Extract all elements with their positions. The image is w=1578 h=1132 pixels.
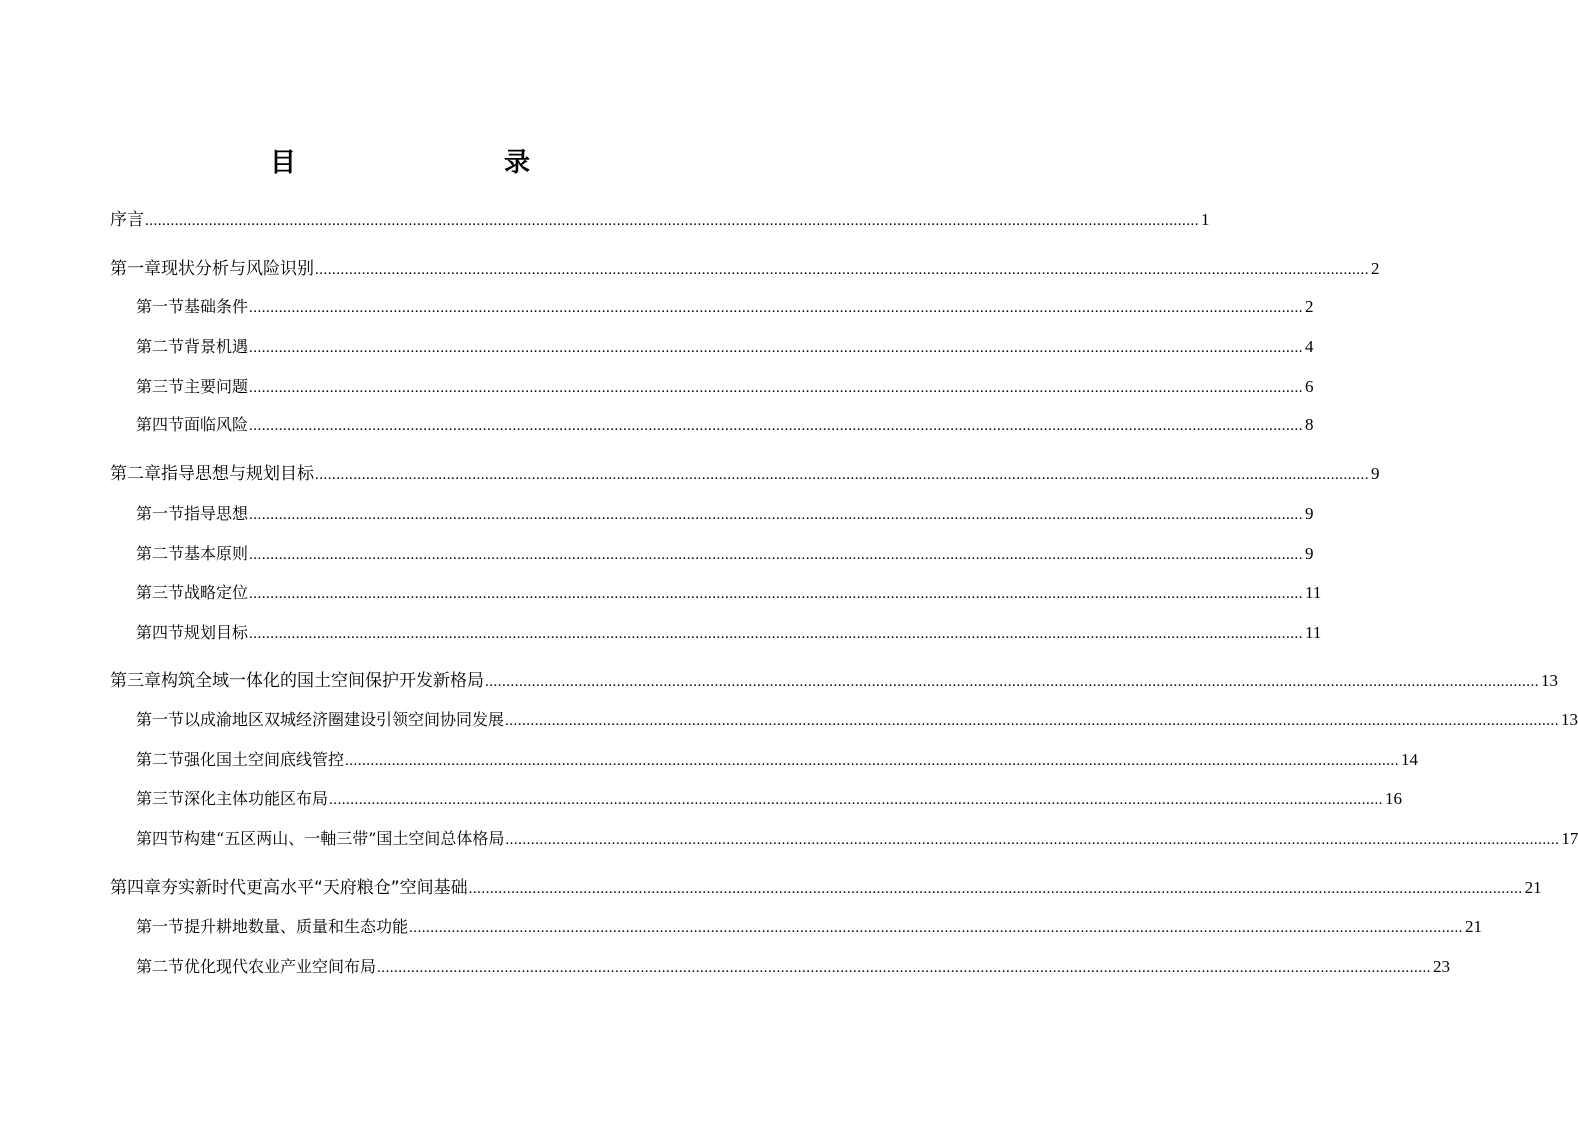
toc-page-number: 21 [1465,917,1483,936]
toc-entry-number: 第四节 [136,829,185,848]
toc-entry-title: 以成渝地区双城经济圈建设引领空间协同发展 [184,710,505,729]
toc-entry-title: 深化主体功能区布局 [184,789,329,808]
toc-entry-title: 构筑全域一体化的国土空间保护开发新格局 [161,671,484,691]
toc-entry-title: 规划目标 [184,623,249,642]
toc-entry-title: 指导思想 [184,504,249,523]
toc-dot-leader: ........................................................................................................................................................................................................................................................ [329,792,1384,808]
toc-dot-leader: ........................................................................................................................................................................................................................................................ [505,832,1560,848]
toc-section-entry[interactable] [136,619,1322,647]
toc-section-entry[interactable] [136,333,1314,361]
toc-section-entry[interactable] [136,706,1578,734]
toc-entry-number: 第一章 [110,259,161,279]
toc-entry-title: 优化现代农业产业空间布局 [184,957,377,976]
toc-dot-leader: ........................................................................................................................................................................................................................................................ [249,507,1304,523]
toc-page-number: 13 [1541,671,1558,690]
toc-entry-title: 基础条件 [184,297,249,316]
toc-entry-number: 第三节 [136,377,185,396]
toc-entry-number: 第三节 [136,789,185,808]
toc-dot-leader: ........................................................................................................................................................................................................................................................ [249,547,1304,563]
toc-section-entry[interactable] [136,293,1314,321]
toc-entry-title: 面临风险 [184,415,249,434]
toc-dot-leader: ........................................................................................................................................................................................................................................................ [409,920,1464,936]
toc-chapter-entry[interactable] [110,874,1542,902]
toc-entry-title: 序言 [110,210,144,230]
page-title: 目 录 [269,148,582,178]
toc-entry-title: 构建“五区两山、一軸三带”国土空间总体格局 [184,829,505,848]
toc-dot-leader: ........................................................................................................................................................................................................................................................ [145,213,1199,229]
toc-dot-leader: ........................................................................................................................................................................................................................................................ [249,586,1304,602]
toc-section-entry[interactable] [136,825,1578,853]
toc-dot-leader: ........................................................................................................................................................................................................................................................ [377,960,1432,976]
toc-section-entry[interactable] [136,500,1314,528]
toc-chapter-entry[interactable] [110,667,1558,695]
toc-page-number: 14 [1401,750,1419,769]
toc-page-number: 13 [1561,710,1578,729]
toc-page-number: 1 [1201,210,1210,229]
toc-entry-title: 背景机遇 [184,337,249,356]
toc-section-entry[interactable] [136,373,1314,401]
toc-page-number: 11 [1305,623,1322,642]
toc-section-entry[interactable] [136,785,1403,813]
toc-entry-number: 第四节 [136,623,185,642]
toc-dot-leader: ........................................................................................................................................................................................................................................................ [345,753,1400,769]
toc-dot-leader: ........................................................................................................................................................................................................................................................ [249,340,1304,356]
toc-page-number: 9 [1305,544,1314,563]
toc-page-number: 6 [1305,377,1314,396]
toc-entry-title: 现状分析与风险识别 [161,259,314,279]
toc-entry-title: 战略定位 [184,583,249,602]
toc-section-entry[interactable] [136,953,1451,981]
toc-entry-title: 基本原则 [184,544,249,563]
toc-dot-leader: ........................................................................................................................................................................................................................................................ [485,674,1539,690]
toc-entry-title: 强化国土空间底线管控 [184,750,345,769]
toc-entry-title: 指导思想与规划目标 [161,464,314,484]
toc-dot-leader: ........................................................................................................................................................................................................................................................ [249,626,1304,642]
toc-page-number: 23 [1433,957,1451,976]
toc-entry-number: 第二节 [136,957,185,976]
toc-section-entry[interactable] [136,411,1314,439]
toc-page-number: 9 [1371,464,1380,483]
toc-entry-number: 第二节 [136,337,185,356]
toc-page-number: 2 [1371,259,1380,278]
toc-chapter-entry[interactable] [110,206,1210,234]
toc-entry-number: 第二节 [136,544,185,563]
toc-entry-title: 提升耕地数量、质量和生态功能 [184,917,409,936]
toc-entry-number: 第三章 [110,671,161,691]
toc-dot-leader: ........................................................................................................................................................................................................................................................ [249,418,1304,434]
toc-chapter-entry[interactable] [110,460,1380,488]
toc-page-number: 4 [1305,337,1314,356]
toc-entry-number: 第二节 [136,750,185,769]
toc-entry-number: 第二章 [110,464,161,484]
toc-entry-number: 第四章 [110,878,161,898]
toc-entry-number: 第一节 [136,297,185,316]
toc-entry-number: 第四节 [136,415,185,434]
toc-page-number: 16 [1385,789,1403,808]
toc-section-entry[interactable] [136,579,1322,607]
toc-dot-leader: ........................................................................................................................................................................................................................................................ [468,881,1523,897]
toc-page-number: 2 [1305,297,1314,316]
toc-section-entry[interactable] [136,746,1419,774]
toc-page-number: 17 [1561,829,1578,848]
toc-entry-title: 主要问题 [184,377,249,396]
toc-section-entry[interactable] [136,913,1483,941]
toc-page-number: 9 [1305,504,1314,523]
toc-entry-number: 第一节 [136,504,185,523]
toc-dot-leader: ........................................................................................................................................................................................................................................................ [249,300,1304,316]
toc-dot-leader: ........................................................................................................................................................................................................................................................ [505,713,1560,729]
toc-page-number: 8 [1305,415,1314,434]
toc-dot-leader: ........................................................................................................................................................................................................................................................ [315,467,1369,483]
toc-entry-title: 夯实新时代更高水平“天府粮仓”空间基础 [161,878,468,898]
toc-page-number: 11 [1305,583,1322,602]
toc-entry-number: 第一节 [136,917,185,936]
toc-section-entry[interactable] [136,540,1314,568]
toc-dot-leader: ........................................................................................................................................................................................................................................................ [315,262,1369,278]
toc-entry-number: 第三节 [136,583,185,602]
toc-dot-leader: ........................................................................................................................................................................................................................................................ [249,380,1304,396]
toc-chapter-entry[interactable] [110,255,1380,283]
toc-page-number: 21 [1524,878,1542,897]
toc-entry-number: 第一节 [136,710,185,729]
